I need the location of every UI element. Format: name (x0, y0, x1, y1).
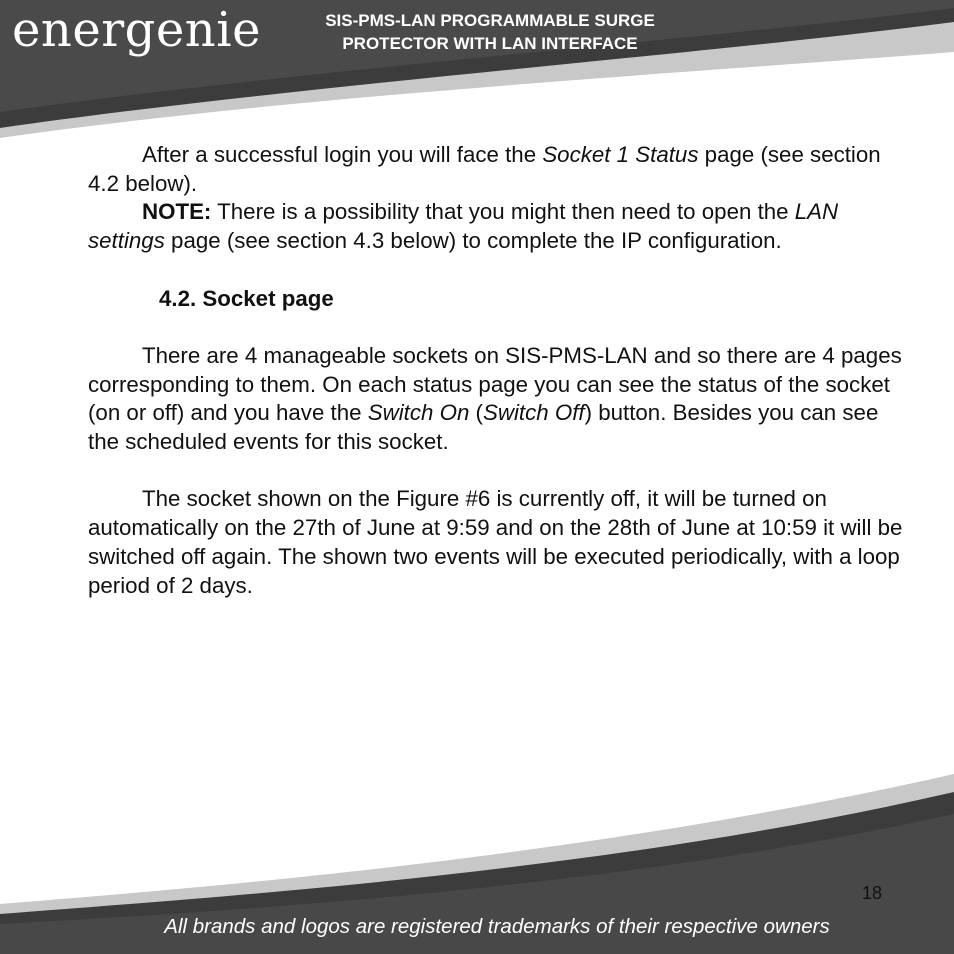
text-run: page (see section 4.2 below). (88, 142, 881, 196)
text-run: There are 4 manageable sockets on SIS-PMS-LAN and so there are 4 pages corresponding to them. On each status page you can see the status of the socket (on or off) and you have the (88, 342, 902, 426)
document-title-line2: PROTECTOR WITH LAN INTERFACE (342, 34, 638, 53)
paragraph-note (88, 198, 903, 255)
text-run: ( (469, 400, 483, 426)
document-title (290, 9, 690, 55)
emphasis-switch-off: Switch Off (482, 400, 585, 426)
paragraph-login (88, 141, 903, 198)
text-run: There is a possibility that you might then need to open the (211, 199, 795, 225)
note-label: NOTE: (142, 199, 212, 225)
trademark-notice: All brands and logos are registered trademarks of their respective owners (164, 915, 830, 938)
emphasis-lan-settings: LAN settings (88, 199, 839, 254)
emphasis-socket-status: Socket 1 Status (542, 142, 699, 167)
text-run: ) button. Besides you can see the scheduled events for this socket. (88, 400, 879, 454)
document-title-line1: SIS-PMS-LAN PROGRAMMABLE SURGE (325, 11, 655, 30)
section-heading: 4.2. Socket page (159, 285, 334, 311)
text-run: page (see section 4.3 below) to complete the IP configuration. (164, 228, 782, 254)
paragraph-figure-description: The socket shown on the Figure #6 is currently off, it will be turned on automatically on the 27th of June at 9:59 and on the 28th of June at 10:59 it will be switched off again. The shown two events will be executed periodically, with a loop period of 2 days. (88, 486, 903, 598)
page-body (88, 141, 903, 600)
emphasis-switch-on: Switch On (367, 400, 470, 426)
page-number: 18 (861, 883, 882, 903)
paragraph-sockets (88, 342, 903, 457)
text-run: After a successful login you will face the (142, 142, 543, 167)
brand-logo: energenie (12, 2, 261, 58)
